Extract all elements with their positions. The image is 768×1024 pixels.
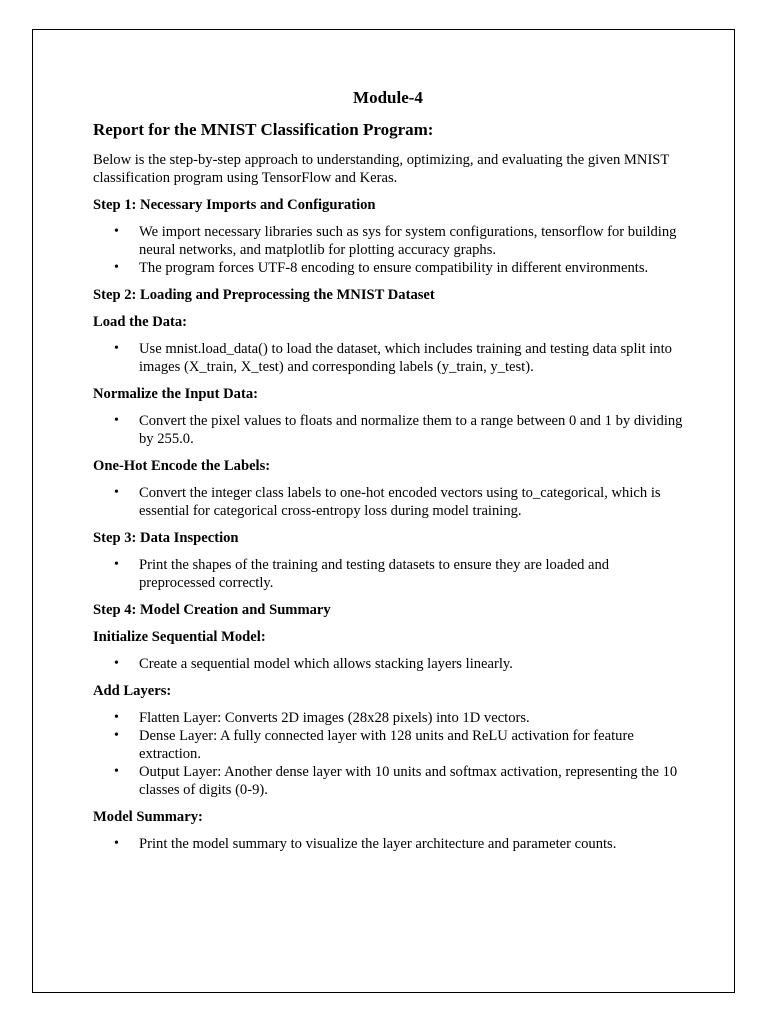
- bullet-item: [93, 412, 683, 448]
- bullet-list: [93, 655, 683, 673]
- bullet-list: [93, 484, 683, 520]
- bullet-item: [93, 835, 683, 853]
- bullet-list: [93, 556, 683, 592]
- bullet-dot-icon: •: [114, 557, 119, 572]
- module-title: Module-4: [353, 88, 423, 107]
- bullet-item: [93, 709, 683, 727]
- bullet-item: [93, 763, 683, 799]
- bullet-item: [93, 556, 683, 592]
- bullet-list: [93, 340, 683, 376]
- bullet-dot-icon: •: [114, 710, 119, 725]
- bullet-text: Print the model summary to visualize the layer architecture and parameter counts.: [139, 836, 617, 852]
- bullet-item: [93, 340, 683, 376]
- bullet-item: [93, 655, 683, 673]
- bullet-item: [93, 727, 683, 763]
- bullet-text: Convert the integer class labels to one-hot encoded vectors using to_categorical, which is essential for categorical cross-entropy loss during model training.: [139, 485, 661, 519]
- section-heading: Load the Data:: [93, 314, 188, 330]
- bullet-item: [93, 484, 683, 520]
- section-heading: Normalize the Input Data:: [93, 386, 258, 402]
- bullet-text: We import necessary libraries such as sys for system configurations, tensorflow for building neural networks, and matplotlib for plotting accuracy graphs.: [139, 224, 677, 258]
- bullet-text: The program forces UTF-8 encoding to ensure compatibility in different environments.: [139, 260, 649, 276]
- section-heading: Step 2: Loading and Preprocessing the MNIST Dataset: [93, 287, 435, 303]
- section-heading: One-Hot Encode the Labels:: [93, 458, 271, 474]
- section-heading: Step 1: Necessary Imports and Configuration: [93, 197, 376, 213]
- bullet-list: [93, 835, 683, 853]
- bullet-text: Dense Layer: A fully connected layer with 128 units and ReLU activation for feature extraction.: [139, 728, 634, 762]
- bullet-dot-icon: •: [114, 485, 119, 500]
- bullet-dot-icon: •: [114, 260, 119, 275]
- bullet-text: Use mnist.load_data() to load the dataset, which includes training and testing data split into images (X_train, X_test) and corresponding labels (y_train, y_test).: [139, 341, 672, 375]
- report-title: Report for the MNIST Classification Program:: [93, 120, 434, 139]
- bullet-text: Create a sequential model which allows stacking layers linearly.: [139, 656, 513, 672]
- bullet-dot-icon: •: [114, 224, 119, 239]
- document-body: [93, 87, 683, 862]
- bullet-list: [93, 709, 683, 799]
- bullet-dot-icon: •: [114, 413, 119, 428]
- bullet-item: [93, 223, 683, 259]
- bullet-dot-icon: •: [114, 341, 119, 356]
- sections-container: [93, 196, 683, 853]
- bullet-dot-icon: •: [114, 764, 119, 779]
- section-heading: Add Layers:: [93, 683, 172, 699]
- bullet-item: [93, 259, 683, 277]
- intro-paragraph: Below is the step-by-step approach to understanding, optimizing, and evaluating the given MNIST classification program using TensorFlow and Keras.: [93, 152, 670, 186]
- bullet-list: [93, 223, 683, 277]
- bullet-text: Flatten Layer: Converts 2D images (28x28 pixels) into 1D vectors.: [139, 710, 530, 726]
- bullet-dot-icon: •: [114, 656, 119, 671]
- bullet-text: Print the shapes of the training and testing datasets to ensure they are loaded and preprocessed correctly.: [139, 557, 610, 591]
- section-heading: Step 3: Data Inspection: [93, 530, 239, 546]
- section-heading: Step 4: Model Creation and Summary: [93, 602, 331, 618]
- section-heading: Initialize Sequential Model:: [93, 629, 266, 645]
- bullet-dot-icon: •: [114, 836, 119, 851]
- bullet-list: [93, 412, 683, 448]
- bullet-text: Output Layer: Another dense layer with 10 units and softmax activation, representing the 10 classes of digits (0-9).: [139, 764, 678, 798]
- bullet-text: Convert the pixel values to floats and normalize them to a range between 0 and 1 by dividing by 255.0.: [139, 413, 683, 447]
- bullet-dot-icon: •: [114, 728, 119, 743]
- section-heading: Model Summary:: [93, 809, 203, 825]
